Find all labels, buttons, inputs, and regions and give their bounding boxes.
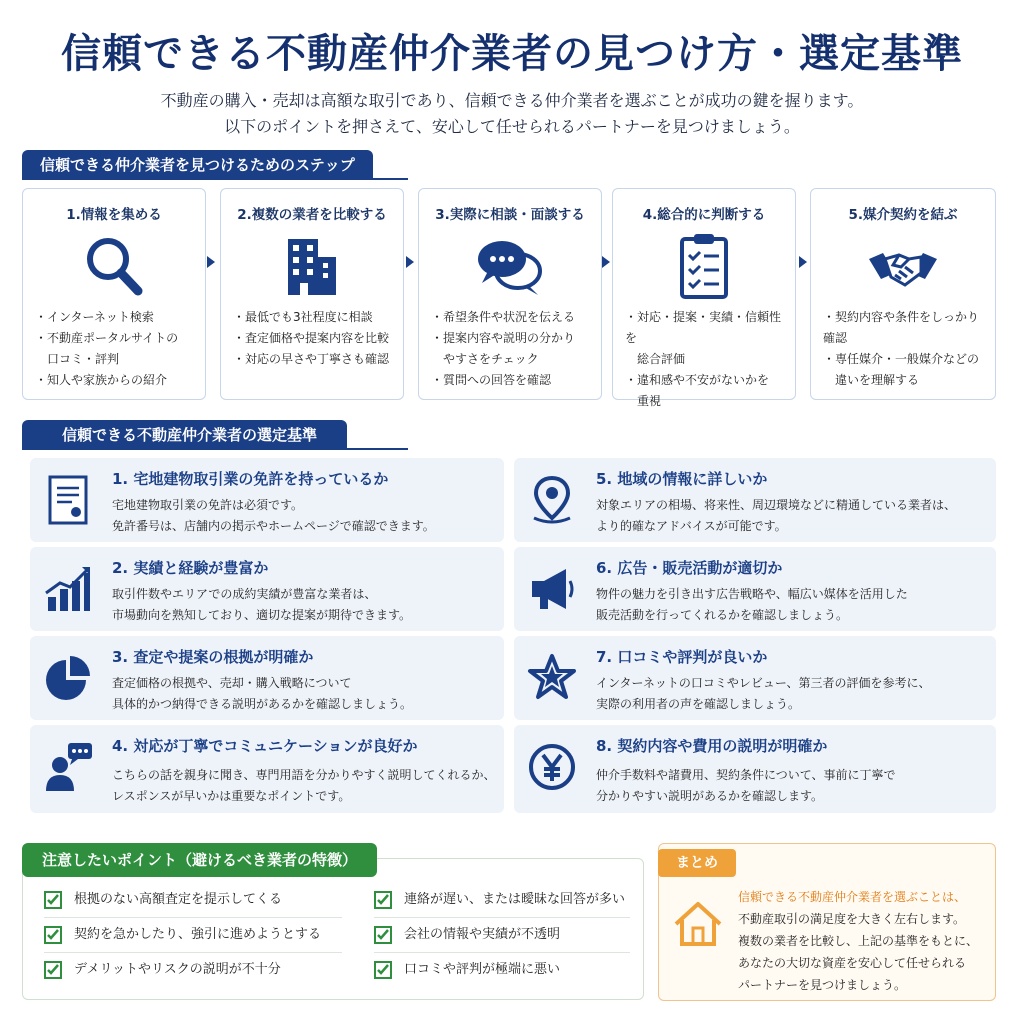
criterion-title: 1. 宅地建物取引業の免許を持っているか bbox=[112, 470, 389, 488]
steps-section-rule bbox=[22, 178, 408, 180]
bar-chart-icon bbox=[42, 563, 94, 615]
criterion-title: 7. 口コミや評判が良いか bbox=[596, 648, 768, 666]
criterion-desc-line: こちらの話を親身に聞き、専門用語を分かりやすく説明してくれるか、 bbox=[112, 768, 496, 782]
criteria-section-title: 信頼できる不動産仲介業者の選定基準 bbox=[22, 420, 347, 450]
criterion-7 bbox=[514, 636, 996, 720]
caution-item bbox=[374, 888, 625, 912]
caution-item bbox=[44, 923, 321, 947]
criterion-desc-line: レスポンスが早いかは重要なポイントです。 bbox=[112, 789, 351, 803]
house-icon bbox=[672, 898, 724, 950]
caution-text: 口コミや評判が極端に悪い bbox=[404, 962, 561, 977]
criterion-desc-line: 物件の魅力を引き出す広告戦略や、幅広い媒体を活用した bbox=[596, 587, 908, 601]
yen-coin-icon bbox=[526, 741, 578, 793]
criterion-desc-line: 仲介手数料や諸費用、契約条件について、事前に丁寧で bbox=[596, 768, 896, 782]
step-arrow-icon bbox=[602, 256, 610, 268]
criterion-desc-line: 取引件数やエリアでの成約実績が豊富な業者は、 bbox=[112, 587, 377, 601]
criterion-desc-line: より的確なアドバイスが可能です。 bbox=[596, 519, 787, 533]
checkbox-checked-icon bbox=[374, 926, 392, 944]
step-title: 3.実際に相談・面談する bbox=[435, 207, 585, 223]
step-title: 1.情報を集める bbox=[66, 207, 162, 223]
checkbox-checked-icon bbox=[44, 961, 62, 979]
criterion-3 bbox=[30, 636, 504, 720]
caution-section-title: 注意したいポイント（避けるべき業者の特徴） bbox=[22, 843, 377, 877]
step-title: 4.総合的に判断する bbox=[642, 207, 766, 223]
step-bullet: ・契約内容や条件をしっかり確認 bbox=[823, 310, 980, 345]
steps-section-title: 信頼できる仲介業者を見つけるためのステップ bbox=[22, 150, 373, 180]
chat-bubbles-icon bbox=[472, 229, 548, 305]
criterion-8 bbox=[514, 725, 996, 813]
step-bullet: ・専任媒介・一般媒介などの bbox=[823, 352, 980, 366]
caution-text: 会社の情報や実績が不透明 bbox=[404, 927, 561, 942]
step-bullets bbox=[431, 307, 595, 391]
criterion-desc bbox=[596, 765, 896, 807]
magnifier-icon bbox=[76, 229, 152, 305]
checkbox-checked-icon bbox=[374, 961, 392, 979]
criterion-desc bbox=[112, 673, 412, 715]
intro-text bbox=[0, 88, 1024, 140]
step-card-5 bbox=[810, 188, 996, 400]
criterion-4 bbox=[30, 725, 504, 813]
pie-chart-icon bbox=[42, 652, 94, 704]
step-bullet: ・不動産ポータルサイトの bbox=[35, 331, 179, 345]
divider bbox=[374, 917, 630, 918]
step-bullet: ・対応・提案・実績・信頼性を bbox=[625, 310, 782, 345]
clipboard-checklist-icon bbox=[666, 229, 742, 305]
criterion-desc bbox=[112, 765, 496, 807]
step-bullet: やすさをチェック bbox=[431, 352, 539, 366]
step-bullet: 重視 bbox=[625, 394, 662, 408]
step-bullet: ・査定価格や提案内容を比較 bbox=[233, 331, 390, 345]
step-card-1 bbox=[22, 188, 206, 400]
divider bbox=[44, 952, 342, 953]
step-bullet: ・知人や家族からの紹介 bbox=[35, 373, 168, 387]
criterion-title: 2. 実績と経験が豊富か bbox=[112, 559, 269, 577]
criterion-desc-line: 分かりやすい説明があるかを確認します。 bbox=[596, 789, 824, 803]
summary-line: パートナーを見つけましょう。 bbox=[738, 978, 907, 992]
step-title: 5.媒介契約を結ぶ bbox=[848, 207, 958, 223]
caution-item bbox=[374, 923, 560, 947]
megaphone-icon bbox=[526, 563, 578, 615]
criterion-desc-line: 免許番号は、店舗内の掲示やホームページで確認できます。 bbox=[112, 519, 435, 533]
person-speech-icon bbox=[42, 741, 94, 793]
step-bullet: ・違和感や不安がないかを bbox=[625, 373, 770, 387]
criterion-2 bbox=[30, 547, 504, 631]
criterion-5 bbox=[514, 458, 996, 542]
intro-line-1: 不動産の購入・売却は高額な取引であり、信頼できる仲介業者を選ぶことが成功の鍵を握ります。 bbox=[160, 91, 864, 110]
step-bullets bbox=[233, 307, 397, 370]
criterion-title: 3. 査定や提案の根拠が明確か bbox=[112, 648, 314, 666]
step-card-4 bbox=[612, 188, 796, 408]
step-arrow-icon bbox=[799, 256, 807, 268]
caution-text: 連絡が遅い、または曖昧な回答が多い bbox=[404, 892, 626, 907]
criterion-desc-line: 具体的かつ納得できる説明があるかを確認しましょう。 bbox=[112, 697, 413, 711]
page-title: 信頼できる不動産仲介業者の見つけ方・選定基準 bbox=[61, 31, 963, 77]
criterion-title: 5. 地域の情報に詳しいか bbox=[596, 470, 768, 488]
step-bullet: 違いを理解する bbox=[823, 373, 920, 387]
step-bullet: ・対応の早さや丁寧さも確認 bbox=[233, 352, 390, 366]
criterion-desc-line: 対象エリアの相場、将来性、周辺環境などに精通している業者は、 bbox=[596, 498, 957, 512]
criterion-title: 4. 対応が丁寧でコミュニケーションが良好か bbox=[112, 737, 418, 755]
step-arrow-icon bbox=[406, 256, 414, 268]
caution-item bbox=[374, 958, 560, 982]
caution-text: 根拠のない高額査定を提示してくる bbox=[74, 892, 283, 907]
step-bullets bbox=[823, 307, 989, 391]
divider bbox=[44, 917, 342, 918]
step-bullet: 口コミ・評判 bbox=[35, 352, 120, 366]
map-pin-icon bbox=[526, 474, 578, 526]
step-bullet: ・希望条件や状況を伝える bbox=[431, 310, 576, 324]
step-arrow-icon bbox=[207, 256, 215, 268]
criterion-title: 8. 契約内容や費用の説明が明確か bbox=[596, 737, 828, 755]
criterion-desc-line: 市場動向を熟知しており、適切な提案が期待できます。 bbox=[112, 608, 412, 622]
checkbox-checked-icon bbox=[44, 891, 62, 909]
summary-text bbox=[738, 886, 978, 996]
intro-line-2: 以下のポイントを押さえて、安心して任せられるパートナーを見つけましょう。 bbox=[224, 117, 800, 136]
criterion-6 bbox=[514, 547, 996, 631]
criterion-desc bbox=[112, 495, 435, 537]
step-bullets bbox=[35, 307, 199, 391]
summary-line: あなたの大切な資産を安心して任せられる bbox=[738, 956, 967, 970]
checkbox-checked-icon bbox=[44, 926, 62, 944]
building-icon bbox=[274, 229, 350, 305]
divider bbox=[374, 952, 630, 953]
step-bullet: ・質問への回答を確認 bbox=[431, 373, 552, 387]
step-bullet: ・提案内容や説明の分かり bbox=[431, 331, 576, 345]
criterion-desc-line: 宅地建物取引業の免許は必須です。 bbox=[112, 498, 304, 512]
step-bullet: 総合評価 bbox=[625, 352, 686, 366]
star-icon bbox=[526, 652, 578, 704]
caution-text: デメリットやリスクの説明が不十分 bbox=[74, 962, 281, 977]
summary-line: 不動産取引の満足度を大きく左右します。 bbox=[738, 912, 966, 926]
caution-text: 契約を急かしたり、強引に進めようとする bbox=[74, 927, 322, 942]
criterion-desc-line: インターネットの口コミやレビュー、第三者の評価を参考に、 bbox=[596, 676, 931, 690]
step-title: 2.複数の業者を比較する bbox=[237, 207, 387, 223]
criterion-desc bbox=[596, 584, 908, 626]
license-document-icon bbox=[42, 474, 94, 526]
step-card-2 bbox=[220, 188, 404, 400]
step-bullet: ・インターネット検索 bbox=[35, 310, 154, 324]
criteria-section-rule bbox=[22, 448, 408, 450]
criterion-1 bbox=[30, 458, 504, 542]
step-bullet: ・最低でも3社程度に相談 bbox=[233, 310, 373, 324]
summary-section-title: まとめ bbox=[658, 849, 736, 877]
criterion-desc bbox=[112, 584, 411, 626]
criterion-desc bbox=[596, 495, 956, 537]
handshake-icon bbox=[865, 229, 941, 305]
criterion-desc-line: 査定価格の根拠や、売却・購入戦略について bbox=[112, 676, 352, 690]
caution-item bbox=[44, 958, 281, 982]
caution-item bbox=[44, 888, 282, 912]
criterion-title: 6. 広告・販売活動が適切か bbox=[596, 559, 783, 577]
step-bullets bbox=[625, 307, 789, 412]
criterion-desc bbox=[596, 673, 930, 715]
step-card-3 bbox=[418, 188, 602, 400]
checkbox-checked-icon bbox=[374, 891, 392, 909]
summary-line-highlight: 信頼できる不動産仲介業者を選ぶことは、 bbox=[738, 890, 967, 904]
criterion-desc-line: 販売活動を行ってくれるかを確認しましょう。 bbox=[596, 608, 849, 622]
criterion-desc-line: 実際の利用者の声を確認しましょう。 bbox=[596, 697, 801, 711]
summary-line: 複数の業者を比較し、上記の基準をもとに、 bbox=[738, 934, 979, 948]
